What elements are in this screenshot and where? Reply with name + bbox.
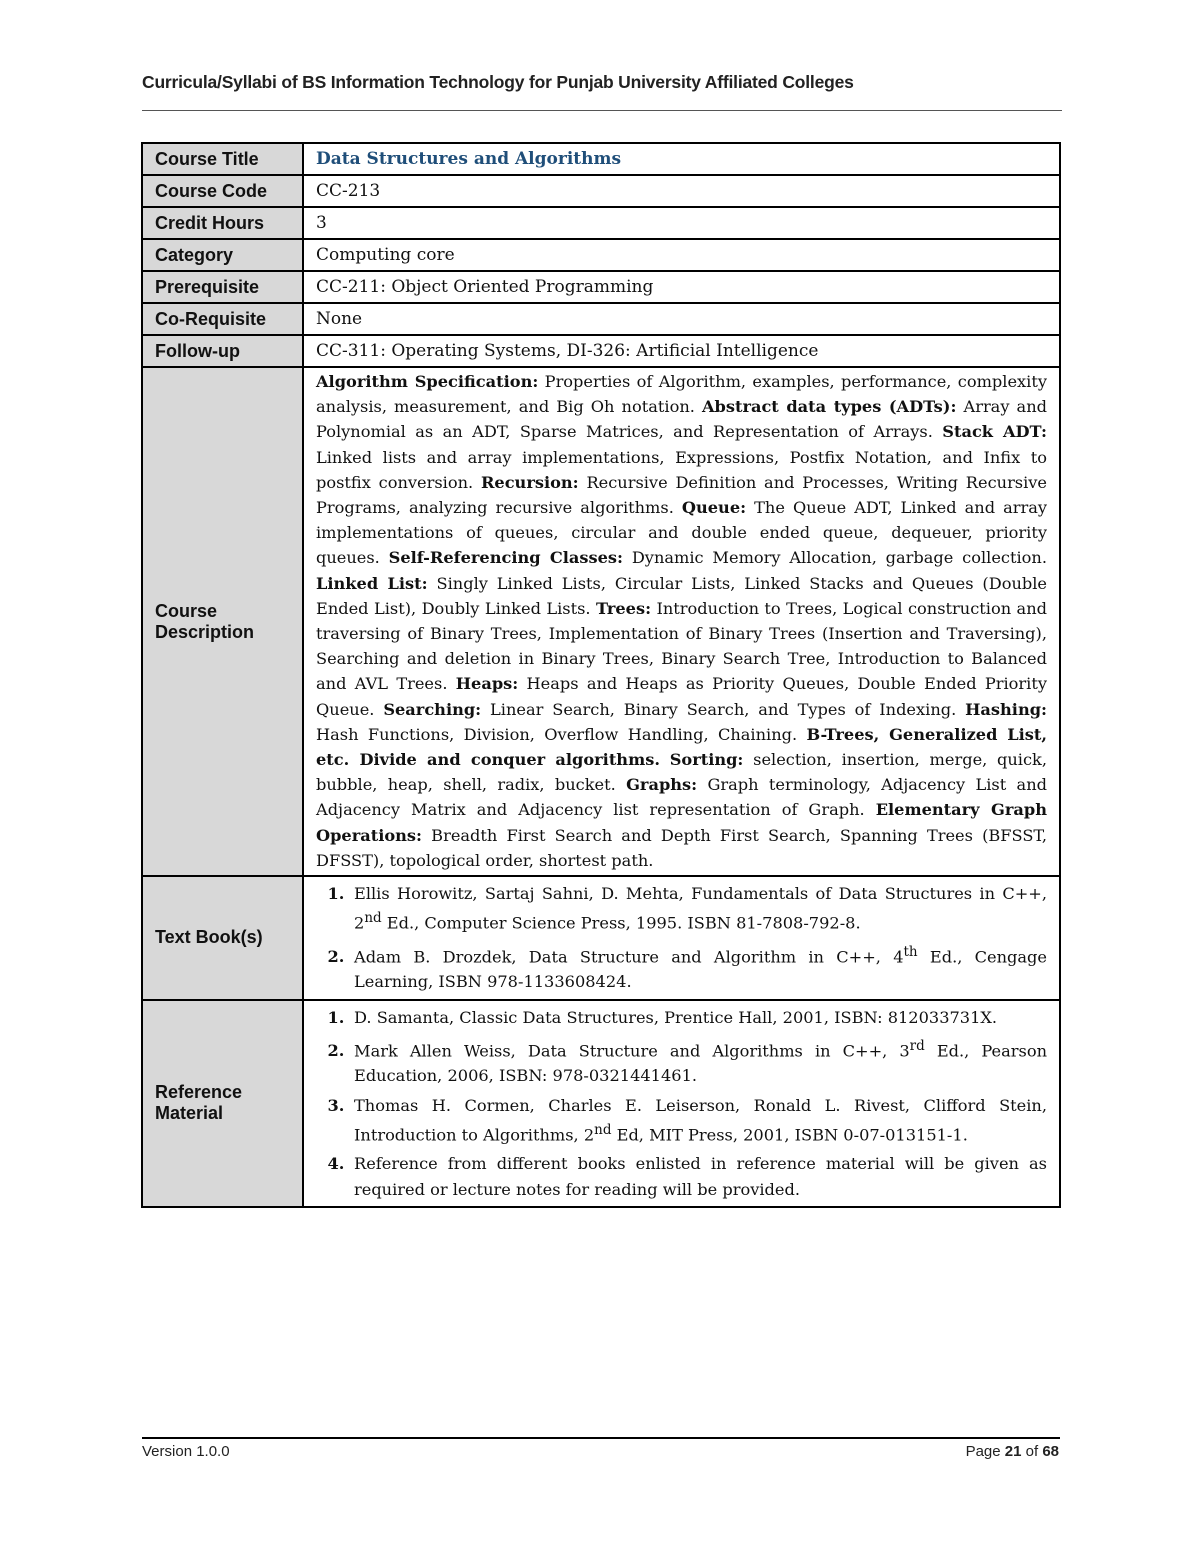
label-credit-hours: Credit Hours [142,207,303,239]
value-credit-hours: 3 [303,207,1060,239]
description-heading: Hashing: [965,699,1048,719]
value-category: Computing core [303,239,1060,271]
description-text: Dynamic Memory Allocation, garbage collection. [623,548,1047,568]
label-text-books: Text Book(s) [142,876,303,1000]
text-book-item-text: Adam B. Drozdek, Data Structure and Algorithm in C++, 4 [354,947,904,967]
value-reference-material [303,1000,1060,1207]
label-prerequisite: Prerequisite [142,271,303,303]
description-text: Array and Polynomial as an ADT, Sparse Matrices, and Representation of Arrays. [316,397,1047,442]
row-course-title [142,143,1060,175]
description-text: Hash Functions, Division, Overflow Handling, Chaining. [316,724,807,744]
page-header: Curricula/Syllabi of BS Information Technology for Punjab University Affiliated Colleges [142,72,854,92]
description-heading: Algorithm Specification: [316,372,539,391]
description-text: The Queue ADT, Linked and array implementations of queues, circular and double ended queue, dequeuer, priority queues. [316,498,1047,568]
page-total: 68 [1042,1443,1059,1460]
value-course-title: Data Structures and Algorithms [303,143,1060,175]
description-text: Breadth First Search and Depth First Search, Spanning Trees (BFSST, DFSST), topological order, shortest path. [316,825,1047,870]
label-reference-material: Reference Material [142,1000,303,1207]
row-credit-hours [142,207,1060,239]
reference-item-text: D. Samanta, Classic Data Structures, Prentice Hall, 2001, ISBN: 812033731X. [354,1007,998,1027]
reference-item-superscript: rd [909,1037,925,1054]
value-course-description [303,367,1060,876]
description-heading: Stack ADT: [942,422,1047,442]
text-book-item [350,940,1047,995]
reference-item [350,1034,1047,1089]
label-course-description: Course Description [142,367,303,876]
description-heading: Linked List: [316,573,428,593]
row-follow-up [142,335,1060,367]
description-heading: Self-Referencing Classes: [388,548,624,568]
reference-item-text: Ed., Pearson Education, 2006, ISBN: 978-0321441461. [354,1041,1047,1086]
row-prerequisite [142,271,1060,303]
row-text-books [142,876,1060,1000]
description-text: Singly Linked Lists, Circular Lists, Linked Stacks and Queues (Double Ended List), Doubly Linked Lists. [316,573,1047,618]
label-follow-up: Follow-up [142,335,303,367]
value-prerequisite: CC-211: Object Oriented Programming [303,271,1060,303]
text-book-item-text: Ellis Horowitz, Sartaj Sahni, D. Mehta, Fundamentals of Data Structures in C++, 2 [354,884,1047,933]
description-heading: B-Trees, Generalized List, etc. Divide and conquer algorithms. [316,724,1047,770]
value-course-code: CC-213 [303,175,1060,207]
description-text: Linked lists and array implementations, Expressions, Postfix Notation, and Infix to postfix conversion. [316,447,1047,492]
label-category: Category [142,239,303,271]
description-heading: Recursion: [480,472,579,492]
description-heading: Sorting: [669,750,744,770]
text-book-item-superscript: nd [364,910,382,927]
description-heading: Elementary Graph Operations: [316,800,1047,845]
reference-item-text: Mark Allen Weiss, Data Structure and Algorithms in C++, 3 [354,1041,910,1061]
description-heading: Trees: [595,598,652,618]
page-prefix: Page [965,1443,1005,1460]
description-text: Heaps and Heaps as Priority Queues, Double Ended Priority Queue. [316,674,1047,719]
row-co-requisite [142,303,1060,335]
description-text: Properties of Algorithm, examples, performance, complexity analysis, measurement, and Big Oh notation. [316,372,1048,417]
description-heading: Abstract data types (ADTs): [701,397,957,417]
description-heading: Searching: [383,699,482,719]
text-book-item-text: Ed., Computer Science Press, 1995. ISBN 81-7808-792-8. [381,913,861,933]
value-text-books [303,876,1060,1000]
description-text: Recursive Definition and Processes, Writing Recursive Programs, analyzing recursive algorithms. [316,472,1048,518]
header-divider [142,110,1062,111]
course-description-text [316,368,1047,875]
text-book-item-superscript: th [903,943,918,960]
description-text: Introduction to Trees, Logical construction and traversing of Binary Trees, Implementation of Binary Trees (Insertion and Traversing), Searching and deletion in Binary Trees, Binary Search Tree, Introduction to Balanced and AVL Trees. [316,598,1047,694]
reference-item [350,1093,1047,1148]
page-current: 21 [1004,1443,1022,1460]
reference-item-superscript: nd [594,1121,612,1138]
reference-item-text: Reference from different books enlisted in reference material will be given as required or lecture notes for reading will be provided. [354,1154,1047,1199]
text-books-list [316,881,1047,995]
label-course-code: Course Code [142,175,303,207]
description-text: Graph terminology, Adjacency List and Adjacency Matrix and Adjacency list representation of Graph. [316,775,1047,820]
label-co-requisite: Co-Requisite [142,303,303,335]
description-text: selection, insertion, merge, quick, bubble, heap, shell, radix, bucket. [316,750,1047,795]
page-of: of [1021,1443,1043,1460]
reference-item [350,1151,1047,1201]
reference-item-text: Ed, MIT Press, 2001, ISBN 0-07-013151-1. [611,1125,968,1145]
course-table [141,142,1061,1208]
footer-version: Version 1.0.0 [142,1443,230,1460]
reference-material-list [316,1005,1047,1202]
row-course-code [142,175,1060,207]
description-text [660,750,670,769]
footer-page-number [966,1443,1059,1460]
description-heading: Graphs: [626,775,698,795]
text-book-item-text: Ed., Cengage Learning, ISBN 978-1133608424. [354,947,1047,992]
label-course-title: Course Title [142,143,303,175]
footer-divider [142,1437,1060,1439]
row-course-description [142,367,1060,876]
reference-item-text: Thomas H. Cormen, Charles E. Leiserson, Ronald L. Rivest, Clifford Stein, Introduction to Algorithms, 2 [354,1095,1047,1145]
row-category [142,239,1060,271]
text-book-item [350,881,1047,936]
reference-item [350,1005,1047,1030]
description-text: Linear Search, Binary Search, and Types of Indexing. [481,699,966,719]
description-heading: Queue: [681,498,747,518]
description-heading: Heaps: [455,674,519,694]
row-reference-material [142,1000,1060,1207]
value-co-requisite: None [303,303,1060,335]
value-follow-up: CC-311: Operating Systems, DI-326: Artificial Intelligence [303,335,1060,367]
